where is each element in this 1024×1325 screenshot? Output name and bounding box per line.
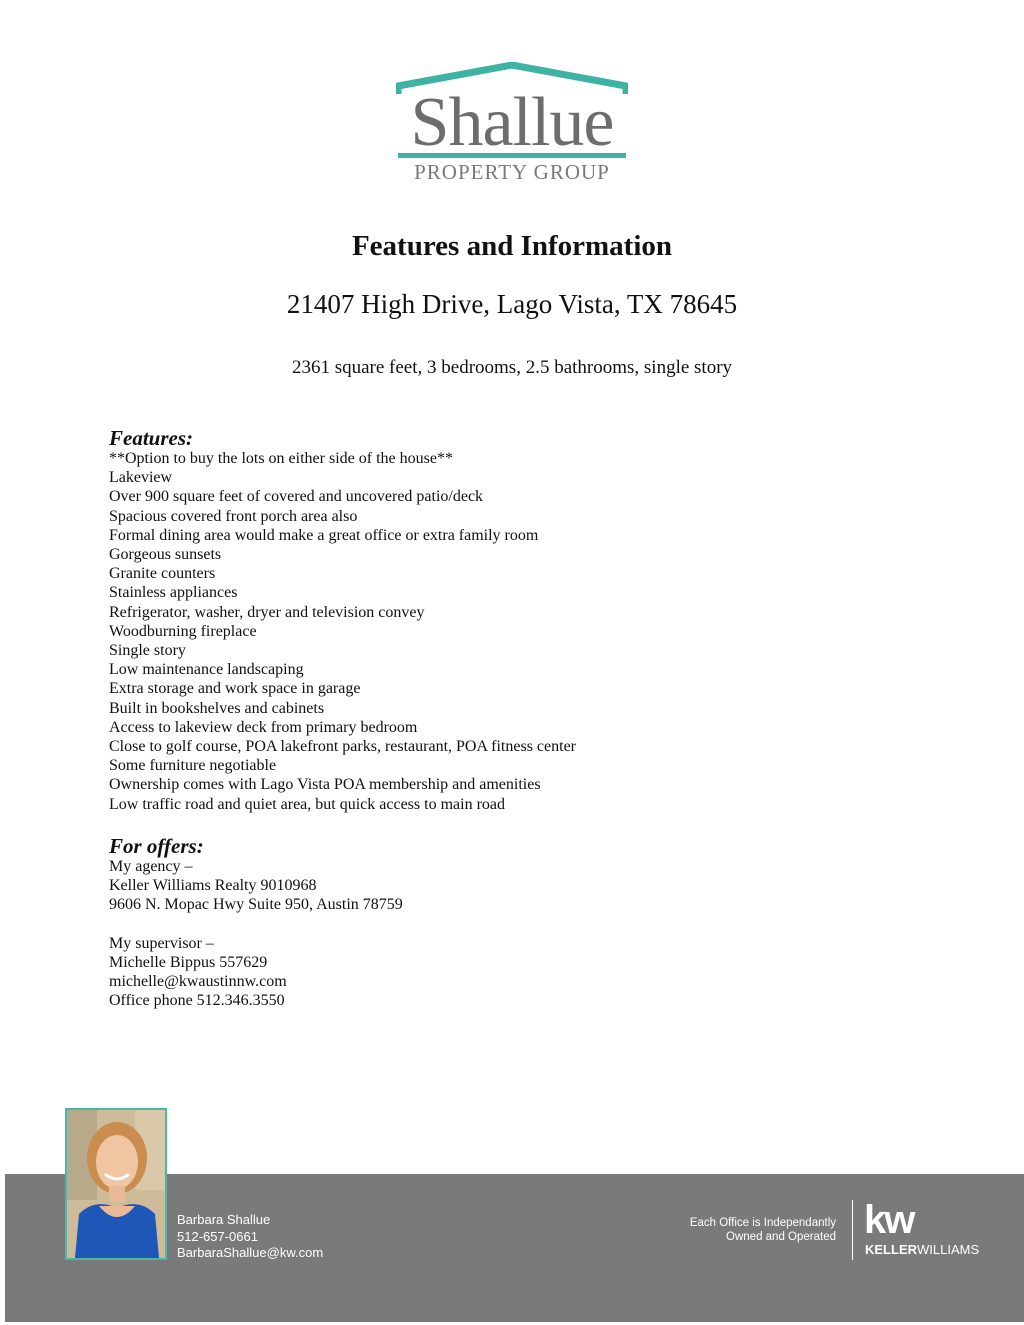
feature-item: Ownership comes with Lago Vista POA membership and amenities	[109, 776, 541, 794]
feature-item: Refrigerator, washer, dryer and television convey	[109, 603, 425, 621]
feature-item: Low maintenance landscaping	[109, 661, 304, 679]
supervisor-label: My supervisor –	[109, 934, 214, 952]
offers-details	[109, 857, 909, 1011]
feature-item: Lakeview	[109, 469, 173, 487]
feature-item: Woodburning fireplace	[109, 622, 257, 640]
feature-item: Some furniture negotiable	[109, 757, 277, 775]
feature-item: Formal dining area would make a great office or extra family room	[109, 526, 539, 544]
kw-name-bold: KELLER	[865, 1242, 917, 1257]
feature-item: **Option to buy the lots on either side of the house**	[109, 450, 453, 467]
keller-williams-wordmark	[865, 1242, 979, 1258]
features-section	[109, 427, 909, 814]
property-specs: 2361 square feet, 3 bedrooms, 2.5 bathrooms, single story	[291, 357, 733, 378]
agent-email[interactable]: BarbaraShallue@kw.com	[177, 1245, 324, 1260]
features-list	[109, 449, 909, 814]
feature-item: Spacious covered front porch area also	[109, 507, 358, 525]
feature-item: Extra storage and work space in garage	[109, 680, 361, 698]
disclaimer-line: Owned and Operated	[726, 1231, 836, 1243]
supervisor-phone: Office phone 512.346.3550	[109, 992, 285, 1010]
agency-label: My agency –	[109, 858, 193, 875]
agent-photo	[65, 1108, 167, 1260]
offers-section	[109, 835, 909, 1011]
supervisor-name: Michelle Bippus 557629	[109, 954, 268, 971]
feature-item: Close to golf course, POA lakefront parks, restaurant, POA fitness center	[109, 738, 577, 756]
agent-portrait-icon	[67, 1110, 165, 1258]
agency-address: 9606 N. Mopac Hwy Suite 950, Austin 78759	[109, 896, 403, 914]
agent-contact	[177, 1212, 323, 1262]
feature-item: Granite counters	[109, 565, 216, 583]
office-disclaimer	[640, 1216, 836, 1244]
feature-item: Access to lakeview deck from primary bedroom	[109, 718, 418, 736]
feature-item: Low traffic road and quiet area, but quick access to main road	[109, 795, 505, 813]
feature-item: Built in bookshelves and cabinets	[109, 699, 325, 717]
feature-item: Gorgeous sunsets	[109, 546, 222, 564]
offers-heading: For offers:	[109, 834, 204, 858]
feature-item: Over 900 square feet of covered and uncovered patio/deck	[109, 488, 484, 506]
supervisor-email[interactable]: michelle@kwaustinnw.com	[109, 973, 287, 991]
property-address: 21407 High Drive, Lago Vista, TX 78645	[286, 289, 738, 319]
kw-name-light: WILLIAMS	[917, 1242, 980, 1257]
agency-name: Keller Williams Realty 9010968	[109, 877, 317, 895]
logo-subtitle: PROPERTY GROUP	[414, 160, 610, 184]
feature-item: Stainless appliances	[109, 584, 238, 602]
keller-williams-logo: kw	[864, 1198, 914, 1242]
logo-wordmark: Shallue	[410, 84, 614, 161]
company-logo	[396, 62, 628, 188]
feature-item: Single story	[109, 642, 186, 660]
agent-name: Barbara Shallue	[177, 1212, 271, 1227]
disclaimer-line: Each Office is Independantly	[689, 1217, 836, 1229]
footer-divider	[852, 1200, 853, 1260]
features-heading: Features:	[109, 426, 193, 450]
page-title: Features and Information	[351, 230, 673, 262]
agent-phone: 512-657-0661	[177, 1228, 258, 1244]
